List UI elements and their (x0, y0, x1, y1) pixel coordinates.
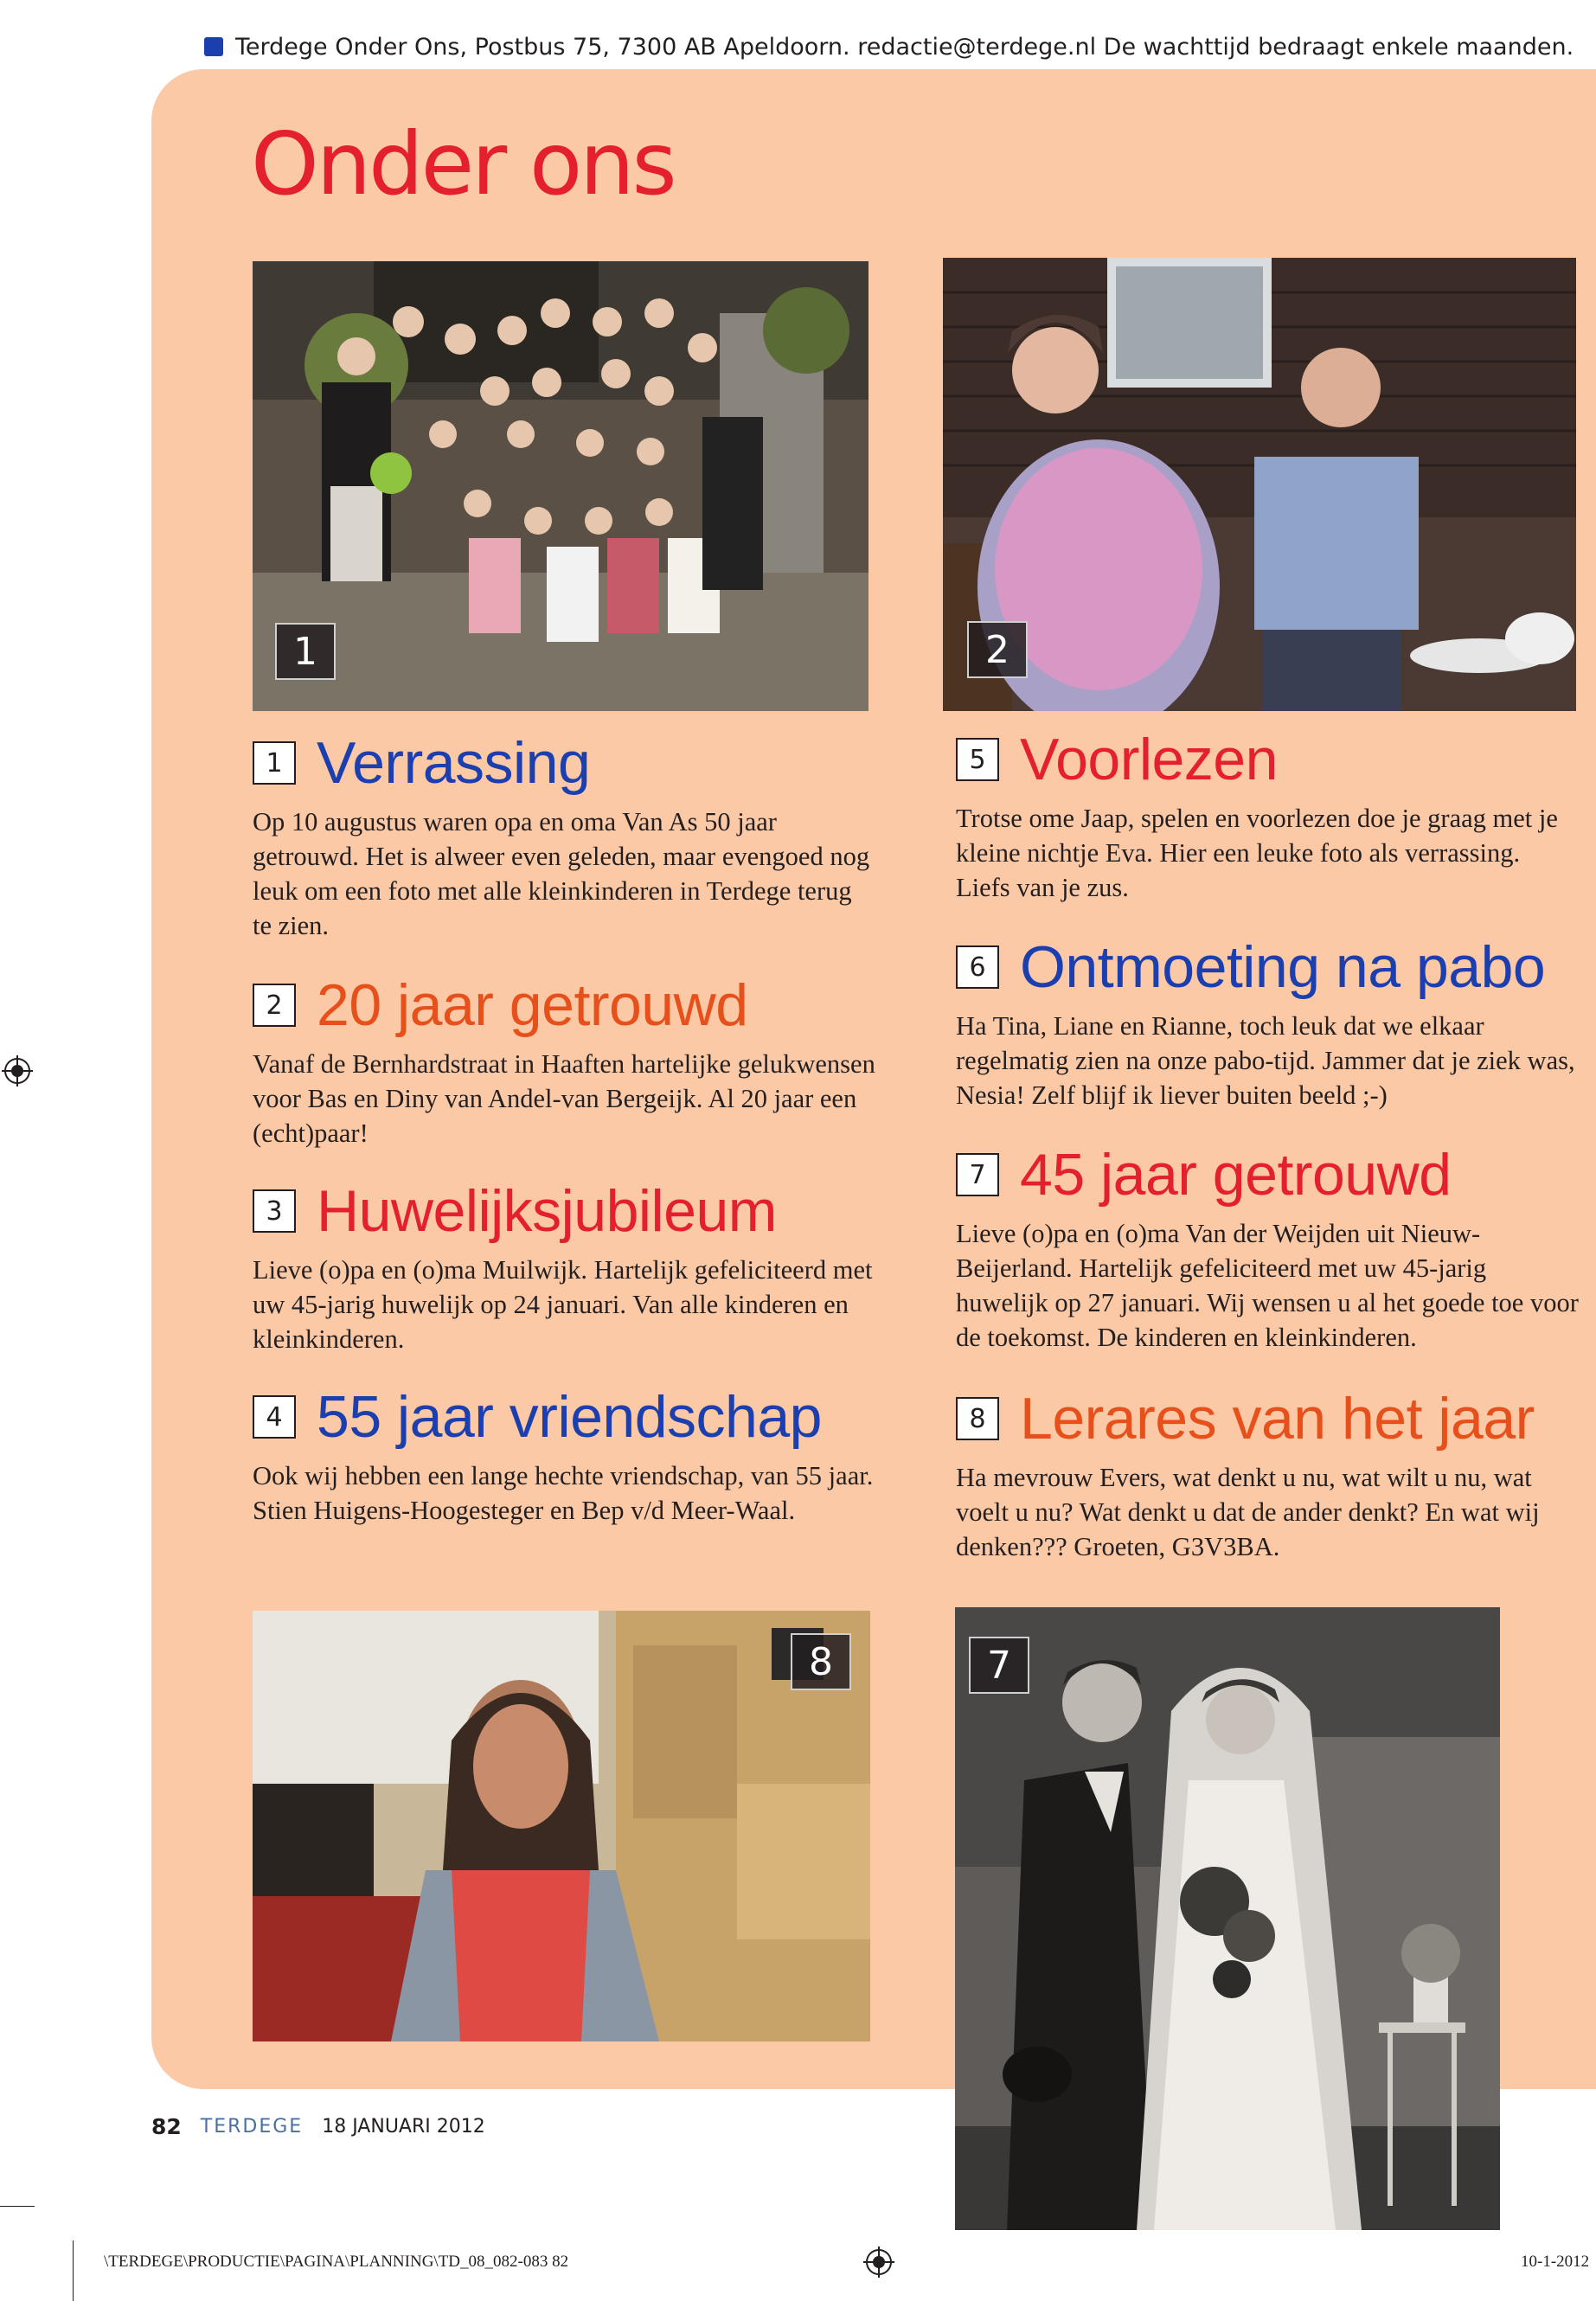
item-number: 7 (956, 1153, 999, 1196)
item-number: 1 (253, 741, 296, 785)
registration-mark-icon (2, 1055, 33, 1086)
item-body: Lieve (o)pa en (o)ma Muilwijk. Hartelijk gefeliciteerd met uw 45-jarig huwelijk op 24 januari. Van alle kinderen en kleinkinderen. (253, 1255, 873, 1354)
item-number: 8 (956, 1397, 999, 1440)
photo-number-badge: 8 (791, 1633, 851, 1690)
couple-seated-image (943, 258, 1576, 711)
item-number: 2 (253, 984, 296, 1027)
photo-wedding (955, 1607, 1500, 2230)
blue-square-icon (204, 37, 223, 56)
photo-family-group (253, 261, 869, 711)
item-5 (956, 725, 1580, 905)
item-1 (253, 728, 875, 943)
registration-mark-icon (863, 2247, 894, 2278)
item-heading: 20 jaar getrouwd (317, 972, 748, 1038)
item-number: 3 (253, 1189, 296, 1233)
photo-number-badge: 2 (967, 621, 1028, 678)
photo-number-badge: 1 (275, 623, 336, 680)
item-number: 4 (253, 1395, 296, 1439)
print-slug-path: \TERDEGE\PRODUCTIE\PAGINA\PLANNING\TD_08_082-083 82 (104, 2253, 569, 2271)
wedding-image (955, 1607, 1500, 2230)
magazine-name: TERDEGE (200, 2115, 304, 2138)
crop-mark (0, 2206, 35, 2207)
photo-number-badge: 7 (969, 1637, 1029, 1694)
page-number: 82 (151, 2113, 182, 2139)
item-heading: Ontmoeting na pabo (1020, 934, 1546, 1000)
submission-info (204, 28, 1574, 66)
item-heading: 45 jaar getrouwd (1020, 1142, 1452, 1208)
family-group-image (253, 261, 869, 711)
page-title: Onder ons (251, 113, 675, 215)
submission-info-text: Terdege Onder Ons, Postbus 75, 7300 AB Apeldoorn. redactie@terdege.nl De wachttijd bedraagt enkele maanden. (235, 33, 1574, 61)
item-body: Ha mevrouw Evers, wat denkt u nu, wat wilt u nu, wat voelt u nu? Wat denkt u dat de ander denkt? En wat wij denken??? Groeten, G3V3BA. (956, 1463, 1540, 1561)
item-number: 5 (956, 738, 999, 781)
item-heading: Verrassing (317, 730, 591, 796)
item-body: Lieve (o)pa en (o)ma Van der Weijden uit Nieuw-Beijerland. Hartelijk gefeliciteerd met uw 45-jarig huwelijk op 27 januari. Wij wensen u al het goede toe voor de toekomst. De kinderen en kleinkinderen. (956, 1219, 1579, 1352)
item-6 (956, 933, 1580, 1112)
item-body: Op 10 augustus waren opa en oma Van As 50 jaar getrouwd. Het is alweer even geleden, maar evengoed nog leuk om een foto met alle kleinkinderen in Terdege terug te zien. (253, 807, 870, 940)
issue-date: 18 JANUARI 2012 (322, 2115, 485, 2138)
item-body: Ha Tina, Liane en Rianne, toch leuk dat we elkaar regelmatig zien na onze pabo-tijd. Jammer dat je ziek was, Nesia! Zelf blijf ik liever buiten beeld ;-) (956, 1011, 1575, 1110)
item-4 (253, 1382, 875, 1528)
item-body: Vanaf de Bernhardstraat in Haaften hartelijke gelukwensen voor Bas en Diny van Andel-van Bergeijk. Al 20 jaar een (echt)paar! (253, 1049, 875, 1148)
item-3 (253, 1176, 875, 1356)
print-slug-date: 10-1-2012 (1521, 2253, 1590, 2271)
teacher-image (253, 1611, 870, 2041)
item-number: 6 (956, 945, 999, 989)
crop-mark (73, 2240, 74, 2301)
item-7 (956, 1140, 1580, 1355)
item-8 (956, 1384, 1580, 1564)
item-body: Ook wij hebben een lange hechte vriendschap, van 55 jaar. Stien Huigens-Hoogesteger en Bep v/d Meer-Waal. (253, 1461, 874, 1525)
item-body: Trotse ome Jaap, spelen en voorlezen doe je graag met je kleine nichtje Eva. Hier een leuke foto als verrassing. Liefs van je zus. (956, 804, 1558, 902)
item-heading: Huwelijksjubileum (317, 1178, 777, 1244)
item-heading: Voorlezen (1020, 727, 1278, 792)
page-footer (151, 2111, 485, 2142)
item-heading: 55 jaar vriendschap (317, 1384, 822, 1450)
item-2 (253, 971, 884, 1150)
photo-teacher (253, 1611, 870, 2041)
item-heading: Lerares van het jaar (1020, 1386, 1535, 1452)
photo-couple-seated (943, 258, 1576, 711)
